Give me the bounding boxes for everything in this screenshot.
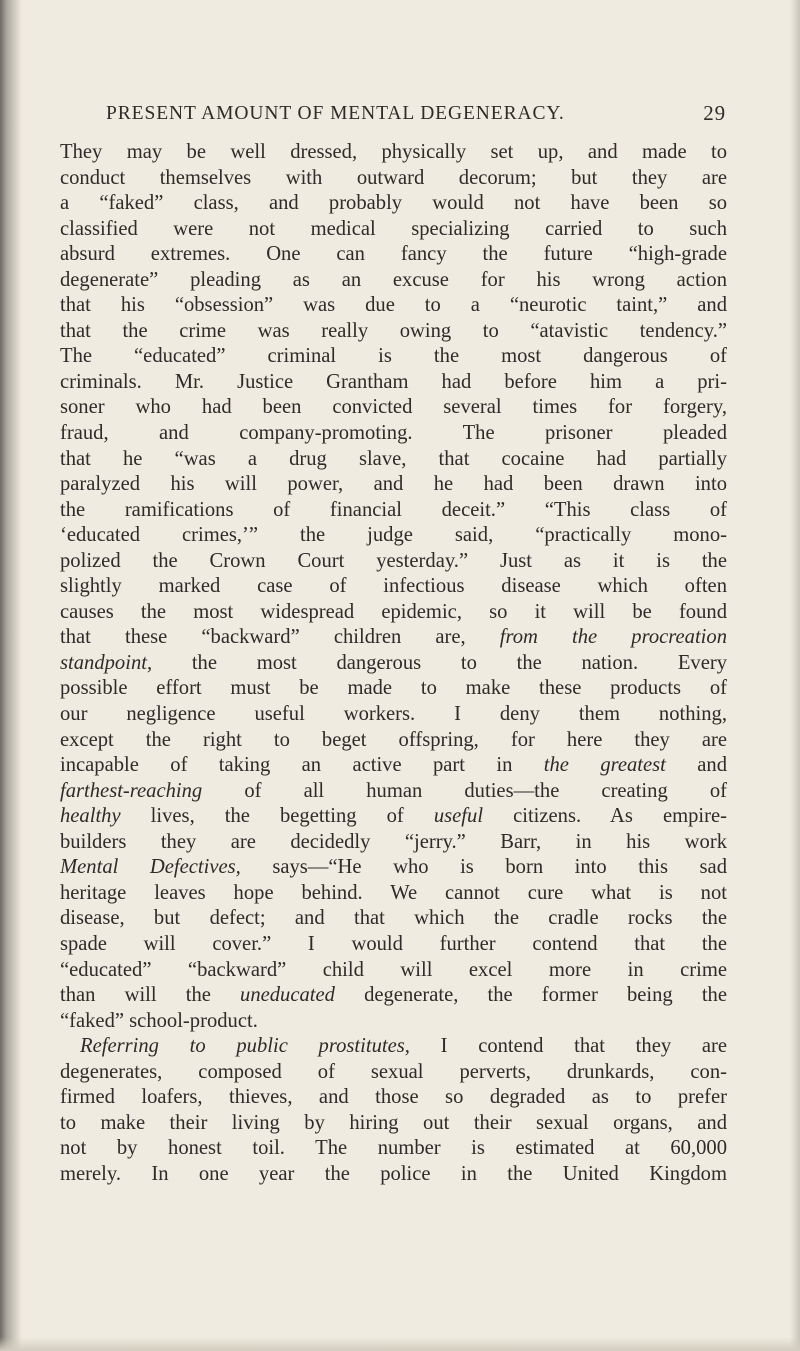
- text-line: [60, 293, 727, 319]
- text-segment: lives, the begetting of: [120, 805, 434, 828]
- text-segment: that he “was a drug slave, that cocaine had partially: [60, 447, 727, 470]
- text-line: [60, 779, 727, 805]
- text-line: [60, 472, 727, 498]
- text-line: [60, 804, 727, 830]
- text-line: [60, 958, 727, 984]
- text-line: [60, 753, 727, 779]
- text-segment: a “faked” class, and probably would not have been so: [60, 192, 727, 215]
- text-segment: degenerate” pleading as an excuse for his wrong action: [60, 268, 727, 291]
- text-segment: except the right to beget offspring, for here they are: [60, 728, 727, 751]
- text-line: [60, 855, 727, 881]
- text-segment: that the crime was really owing to “atavistic tendency.”: [60, 319, 727, 342]
- italic-text: from the procreation: [499, 626, 727, 649]
- text-line: [60, 1136, 727, 1162]
- text-line: [60, 1060, 727, 1086]
- text-segment: slightly marked case of infectious disease which often: [60, 575, 727, 598]
- text-segment: firmed loafers, thieves, and those so degraded as to prefer: [60, 1086, 727, 1109]
- text-line: [60, 140, 727, 166]
- text-line: [60, 166, 727, 192]
- text-line: [60, 574, 727, 600]
- text-line: [60, 625, 727, 651]
- text-segment: paralyzed his will power, and he had been drawn into: [60, 473, 727, 496]
- running-title: PRESENT AMOUNT OF MENTAL DEGENERACY.: [106, 103, 565, 124]
- text-line: [60, 523, 727, 549]
- italic-text: standpoint,: [60, 651, 153, 674]
- text-segment: that his “obsession” was due to a “neurotic taint,” and: [60, 294, 727, 317]
- text-segment: degenerates, composed of sexual perverts, drunkards, con-: [60, 1060, 727, 1083]
- text-segment: the most dangerous to the nation. Every: [152, 651, 727, 674]
- text-segment: citizens. As empire-: [483, 805, 727, 828]
- italic-text: useful: [433, 805, 484, 828]
- text-line: [60, 268, 727, 294]
- text-line: [60, 498, 727, 524]
- text-line: [60, 1009, 727, 1035]
- text-segment: spade will cover.” I would further contend that the: [60, 932, 727, 955]
- body-text: [60, 140, 727, 1187]
- text-line: [60, 344, 727, 370]
- italic-text: uneducated: [240, 984, 335, 1007]
- text-segment: They may be well dressed, physically set up, and made to: [60, 141, 727, 163]
- text-line: [60, 1162, 727, 1188]
- text-line: [60, 881, 727, 907]
- text-line: [60, 421, 727, 447]
- text-line: [60, 191, 727, 217]
- text-line: [60, 728, 727, 754]
- text-segment: The “educated” criminal is the most dangerous of: [60, 345, 727, 368]
- text-segment: than will the: [60, 984, 241, 1007]
- text-segment: criminals. Mr. Justice Grantham had before him a pri-: [60, 370, 727, 393]
- text-line: [60, 1085, 727, 1111]
- text-segment: possible effort must be made to make these products of: [60, 677, 727, 700]
- italic-text: farthest-reaching: [60, 779, 203, 802]
- text-line: [60, 1034, 727, 1060]
- text-segment: soner who had been convicted several times for forgery,: [60, 396, 727, 419]
- text-segment: our negligence useful workers. I deny them nothing,: [60, 703, 727, 726]
- italic-text: Referring to public prostitutes,: [80, 1035, 410, 1058]
- text-segment: that these “backward” children are,: [60, 626, 500, 649]
- text-line: [60, 651, 727, 677]
- text-segment: polized the Crown Court yesterday.” Just as it is the: [60, 549, 727, 572]
- text-segment: causes the most widespread epidemic, so it will be found: [60, 600, 727, 623]
- text-line: [60, 1111, 727, 1137]
- page-edge-shadow: [790, 0, 800, 1351]
- text-segment: degenerate, the former being the: [334, 984, 727, 1007]
- text-segment: heritage leaves hope behind. We cannot cure what is not: [60, 881, 727, 904]
- text-segment: conduct themselves with outward decorum; but they are: [60, 166, 727, 189]
- text-line: [60, 983, 727, 1009]
- text-segment: I contend that they are: [409, 1035, 727, 1058]
- text-segment: “faked” school-product.: [60, 1009, 258, 1032]
- page-number: 29: [703, 101, 726, 125]
- text-segment: not by honest toil. The number is estimated at 60,000: [60, 1137, 727, 1160]
- text-segment: “educated” “backward” child will excel more in crime: [60, 958, 727, 981]
- text-line: [60, 370, 727, 396]
- text-line: [60, 702, 727, 728]
- text-line: [60, 600, 727, 626]
- text-line: [60, 217, 727, 243]
- text-segment: disease, but defect; and that which the cradle rocks the: [60, 907, 727, 930]
- text-segment: absurd extremes. One can fancy the future “high-grade: [60, 243, 727, 266]
- text-segment: says—“He who is born into this sad: [240, 856, 727, 879]
- text-line: [60, 549, 727, 575]
- text-line: [60, 932, 727, 958]
- text-segment: to make their living by hiring out their sexual organs, and: [60, 1111, 727, 1134]
- text-line: [60, 676, 727, 702]
- running-head: [106, 103, 726, 129]
- text-line: [60, 395, 727, 421]
- text-segment: builders they are decidedly “jerry.” Barr, in his work: [60, 830, 727, 853]
- text-segment: fraud, and company-promoting. The prisoner pleaded: [60, 422, 727, 445]
- italic-text: healthy: [60, 805, 121, 828]
- italic-text: the greatest: [543, 754, 666, 777]
- text-line: [60, 906, 727, 932]
- text-line: [60, 830, 727, 856]
- text-segment: merely. In one year the police in the United Kingdom: [60, 1162, 727, 1185]
- text-segment: of all human duties—the creating of: [202, 779, 727, 802]
- italic-text: Mental Defectives,: [60, 856, 241, 879]
- page-bottom-shadow: [0, 1337, 800, 1351]
- text-segment: classified were not medical specializing carried to such: [60, 217, 727, 240]
- text-line: [60, 319, 727, 345]
- text-segment: ‘educated crimes,’” the judge said, “practically mono-: [60, 524, 727, 547]
- text-segment: the ramifications of financial deceit.” “This class of: [60, 498, 727, 521]
- text-line: [60, 447, 727, 473]
- text-segment: incapable of taking an active part in: [60, 754, 544, 777]
- text-line: [60, 242, 727, 268]
- page-gutter-shadow: [0, 0, 22, 1351]
- text-segment: and: [665, 754, 727, 777]
